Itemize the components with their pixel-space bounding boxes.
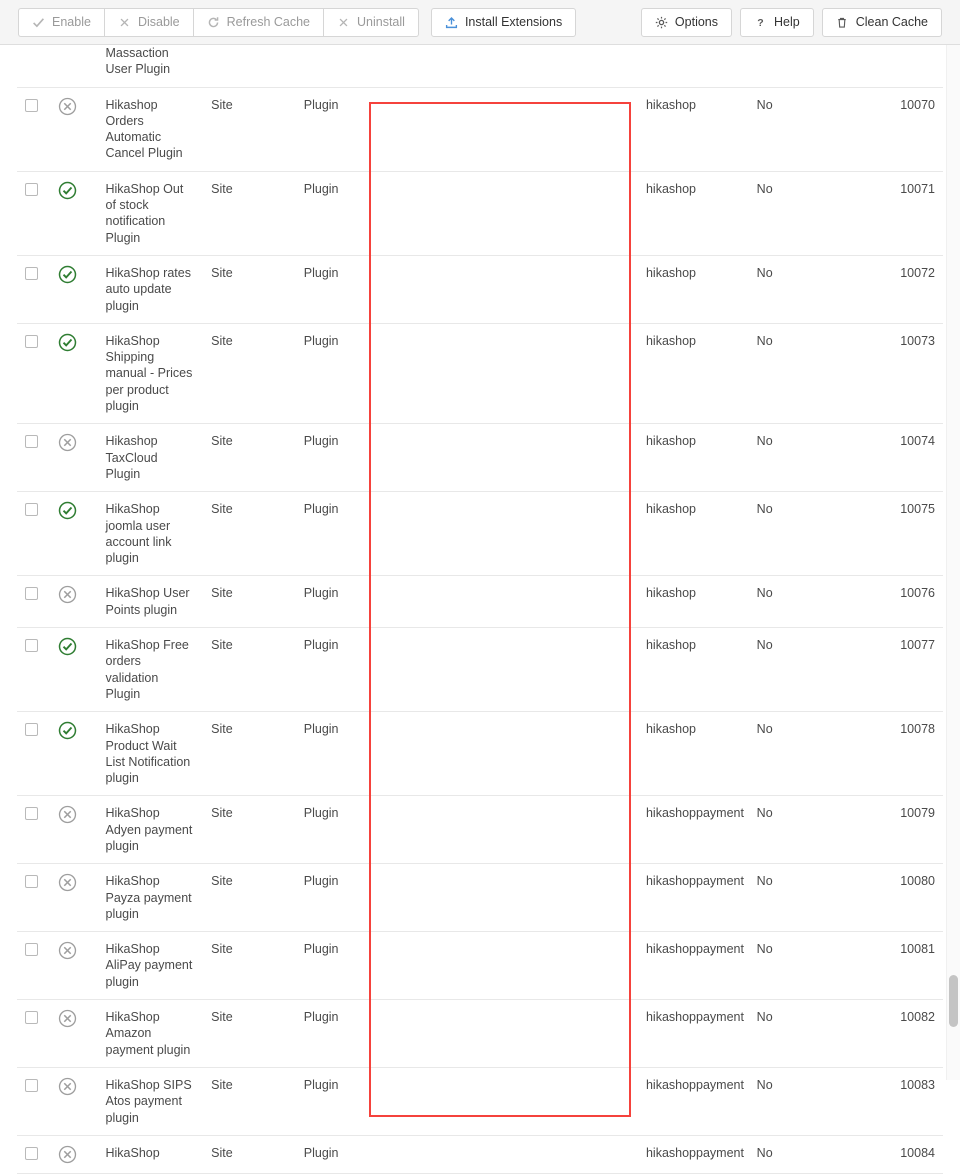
row-date-cell bbox=[504, 932, 638, 1000]
row-location-cell: Site bbox=[211, 181, 233, 196]
row-name-cell: HikaShop Out of stock notification Plugin bbox=[105, 181, 184, 245]
row-version-cell bbox=[378, 576, 504, 628]
row-status-cell[interactable] bbox=[50, 424, 97, 492]
row-type-cell: Plugin bbox=[303, 434, 339, 449]
row-status-cell[interactable] bbox=[50, 576, 97, 628]
status-disabled-icon bbox=[58, 873, 77, 892]
row-date-cell bbox=[504, 424, 638, 492]
row-access-cell: No bbox=[756, 1077, 773, 1092]
row-checkbox[interactable] bbox=[25, 183, 38, 196]
row-access-cell: No bbox=[756, 638, 773, 653]
table-row[interactable] bbox=[17, 712, 943, 796]
row-folder-cell: hikashop bbox=[645, 265, 697, 280]
row-type-cell: Plugin bbox=[303, 97, 339, 112]
status-enabled-icon bbox=[58, 265, 77, 284]
table-row[interactable] bbox=[17, 1000, 943, 1068]
gear-icon bbox=[655, 16, 668, 29]
toolbar bbox=[0, 0, 960, 45]
row-location-cell: Site bbox=[211, 942, 233, 957]
row-select-cell[interactable] bbox=[17, 864, 50, 932]
extensions-table bbox=[17, 45, 943, 1174]
refresh-icon bbox=[207, 16, 220, 29]
row-type-cell: Plugin bbox=[303, 502, 339, 517]
row-id-cell: 10076 bbox=[900, 586, 935, 601]
row-id-cell: 10073 bbox=[900, 333, 935, 348]
row-access-cell: No bbox=[756, 502, 773, 517]
row-status-cell[interactable] bbox=[50, 932, 97, 1000]
help-button-label: Help bbox=[774, 15, 800, 29]
row-type-cell: Plugin bbox=[303, 265, 339, 280]
row-checkbox[interactable] bbox=[25, 335, 38, 348]
row-folder-cell: hikashop bbox=[645, 181, 697, 196]
row-location-cell: Site bbox=[211, 638, 233, 653]
enable-button-label: Enable bbox=[52, 15, 91, 29]
row-id-cell: 10079 bbox=[900, 806, 935, 821]
row-checkbox[interactable] bbox=[25, 807, 38, 820]
options-button[interactable] bbox=[641, 8, 732, 37]
row-folder-cell: hikashoppayment bbox=[645, 1010, 744, 1025]
row-select-cell[interactable] bbox=[17, 87, 50, 171]
row-type-cell: Plugin bbox=[303, 1010, 339, 1025]
table-row[interactable] bbox=[17, 45, 943, 87]
row-folder-cell: hikashop bbox=[645, 333, 697, 348]
status-disabled-icon bbox=[58, 433, 77, 452]
row-checkbox[interactable] bbox=[25, 723, 38, 736]
install-extensions-button[interactable] bbox=[431, 8, 576, 37]
row-select-cell[interactable] bbox=[17, 424, 50, 492]
row-location-cell: Site bbox=[211, 265, 233, 280]
row-location-cell: Site bbox=[211, 1010, 233, 1025]
row-name-cell: HikaShop AliPay payment plugin bbox=[105, 942, 193, 989]
table-row[interactable] bbox=[17, 864, 943, 932]
row-date-cell bbox=[504, 864, 638, 932]
row-access-cell: No bbox=[756, 874, 773, 889]
uninstall-button[interactable] bbox=[323, 8, 419, 37]
row-status-cell[interactable] bbox=[50, 864, 97, 932]
row-version-cell bbox=[378, 712, 504, 796]
row-date-cell bbox=[504, 87, 638, 171]
enable-button[interactable] bbox=[18, 8, 104, 37]
row-id-cell bbox=[847, 45, 943, 87]
row-location-cell: Site bbox=[211, 434, 233, 449]
table-row[interactable] bbox=[17, 1067, 943, 1135]
row-location-cell: Site bbox=[211, 1077, 233, 1092]
clean-cache-button[interactable] bbox=[822, 8, 942, 37]
row-type-cell: Plugin bbox=[303, 942, 339, 957]
status-enabled-icon bbox=[58, 721, 77, 740]
row-date-cell bbox=[504, 576, 638, 628]
row-name-cell: HikaShop Payza payment plugin bbox=[105, 874, 192, 921]
row-date-cell bbox=[504, 492, 638, 576]
row-name-cell: HikaShop Shipping manual - Prices per product plugin bbox=[105, 333, 193, 414]
row-type-cell: Plugin bbox=[303, 333, 339, 348]
row-select-cell[interactable] bbox=[17, 171, 50, 255]
options-button-label: Options bbox=[674, 15, 719, 29]
row-folder-cell: hikashop bbox=[645, 502, 697, 517]
row-status-cell[interactable] bbox=[50, 628, 97, 712]
vertical-scrollbar-track[interactable] bbox=[946, 45, 960, 1080]
status-enabled-icon bbox=[58, 181, 77, 200]
table-row[interactable] bbox=[17, 628, 943, 712]
row-checkbox[interactable] bbox=[25, 99, 38, 112]
row-version-cell bbox=[378, 1067, 504, 1135]
row-name-cell: HikaShop User Points plugin bbox=[105, 586, 190, 617]
row-status-cell[interactable] bbox=[50, 1067, 97, 1135]
row-folder-cell: hikashop bbox=[645, 97, 697, 112]
row-checkbox[interactable] bbox=[25, 435, 38, 448]
extensions-table-container bbox=[0, 45, 960, 1160]
row-status-cell[interactable] bbox=[50, 492, 97, 576]
row-date-cell bbox=[504, 1000, 638, 1068]
extensions-table-body bbox=[17, 45, 943, 1173]
status-disabled-icon bbox=[58, 97, 77, 116]
row-type-cell: Plugin bbox=[303, 1077, 339, 1092]
row-status-cell[interactable] bbox=[50, 45, 97, 87]
row-select-cell[interactable] bbox=[17, 1067, 50, 1135]
trash-icon bbox=[836, 16, 849, 29]
status-disabled-icon bbox=[58, 585, 77, 604]
row-checkbox[interactable] bbox=[25, 943, 38, 956]
row-status-cell[interactable] bbox=[50, 712, 97, 796]
table-row[interactable] bbox=[17, 492, 943, 576]
row-id-cell: 10070 bbox=[900, 97, 935, 112]
row-access-cell: No bbox=[756, 942, 773, 957]
row-type-cell: Plugin bbox=[303, 181, 339, 196]
row-folder-cell: hikashop bbox=[645, 722, 697, 737]
disable-button-label: Disable bbox=[137, 15, 180, 29]
row-folder-cell: hikashoppayment bbox=[645, 806, 744, 821]
row-status-cell[interactable] bbox=[50, 87, 97, 171]
row-name-cell: Massaction User Plugin bbox=[105, 46, 171, 77]
svg-text:?: ? bbox=[757, 16, 764, 29]
table-row[interactable] bbox=[17, 1135, 943, 1173]
row-type-cell: Plugin bbox=[303, 638, 339, 653]
row-name-cell: HikaShop Amazon payment plugin bbox=[105, 1010, 191, 1057]
status-disabled-icon bbox=[58, 1145, 77, 1164]
row-date-cell bbox=[504, 323, 638, 423]
row-id-cell: 10080 bbox=[900, 874, 935, 889]
row-checkbox[interactable] bbox=[25, 639, 38, 652]
row-select-cell[interactable] bbox=[17, 45, 50, 87]
row-type-cell: Plugin bbox=[303, 874, 339, 889]
row-select-cell[interactable] bbox=[17, 712, 50, 796]
row-location-cell: Site bbox=[211, 586, 233, 601]
question-icon bbox=[754, 16, 767, 29]
status-disabled-icon bbox=[58, 1077, 77, 1096]
row-folder-cell: hikashoppayment bbox=[645, 1145, 744, 1160]
row-version-cell bbox=[378, 628, 504, 712]
row-name-cell: HikaShop SIPS Atos payment plugin bbox=[105, 1077, 192, 1125]
row-version-cell bbox=[378, 1135, 504, 1173]
row-folder-cell: hikashop bbox=[645, 586, 697, 601]
row-id-cell: 10074 bbox=[900, 434, 935, 449]
row-version-cell bbox=[378, 424, 504, 492]
row-checkbox[interactable] bbox=[25, 587, 38, 600]
row-folder-cell: hikashoppayment bbox=[645, 874, 744, 889]
row-access-cell: No bbox=[756, 333, 773, 348]
row-date-cell bbox=[504, 796, 638, 864]
row-type-cell: Plugin bbox=[303, 586, 339, 601]
table-row[interactable] bbox=[17, 87, 943, 171]
row-id-cell: 10084 bbox=[900, 1145, 935, 1160]
row-name-cell: HikaShop joomla user account link plugin bbox=[105, 502, 172, 566]
row-date-cell bbox=[504, 171, 638, 255]
close-icon bbox=[118, 16, 131, 29]
row-date-cell bbox=[504, 45, 638, 87]
row-version-cell bbox=[378, 492, 504, 576]
install-extensions-button-label: Install Extensions bbox=[464, 15, 563, 29]
row-id-cell: 10071 bbox=[900, 181, 935, 196]
row-version-cell bbox=[378, 171, 504, 255]
row-name-cell: HikaShop Free orders validation Plugin bbox=[105, 638, 189, 701]
row-location-cell: Site bbox=[211, 722, 233, 737]
row-checkbox[interactable] bbox=[25, 1147, 38, 1160]
row-version-cell bbox=[378, 864, 504, 932]
row-folder-cell: hikashoppayment bbox=[645, 942, 744, 957]
row-select-cell[interactable] bbox=[17, 1135, 50, 1173]
row-name-cell: HikaShop Product Wait List Notification plugin bbox=[105, 722, 191, 786]
table-row[interactable] bbox=[17, 932, 943, 1000]
row-name-cell: Hikashop Orders Automatic Cancel Plugin bbox=[105, 97, 183, 161]
row-id-cell: 10075 bbox=[900, 502, 935, 517]
row-access-cell: No bbox=[756, 434, 773, 449]
toolbar-right-group bbox=[641, 8, 942, 37]
row-access-cell: No bbox=[756, 1145, 773, 1160]
row-date-cell bbox=[504, 255, 638, 323]
row-checkbox[interactable] bbox=[25, 875, 38, 888]
refresh-cache-button[interactable] bbox=[193, 8, 323, 37]
row-folder-cell: hikashop bbox=[645, 434, 697, 449]
row-version-cell bbox=[378, 796, 504, 864]
row-location-cell: Site bbox=[211, 806, 233, 821]
disable-button[interactable] bbox=[104, 8, 193, 37]
row-version-cell bbox=[378, 87, 504, 171]
row-id-cell: 10078 bbox=[900, 722, 935, 737]
status-disabled-icon bbox=[58, 941, 77, 960]
row-access-cell: No bbox=[756, 806, 773, 821]
row-location-cell: Site bbox=[211, 333, 233, 348]
row-status-cell[interactable] bbox=[50, 323, 97, 423]
upload-icon bbox=[445, 16, 458, 29]
row-version-cell bbox=[378, 932, 504, 1000]
row-version-cell bbox=[378, 45, 504, 87]
row-name-cell: Hikashop TaxCloud Plugin bbox=[105, 434, 158, 481]
row-location-cell bbox=[203, 45, 296, 87]
row-status-cell[interactable] bbox=[50, 1000, 97, 1068]
check-icon bbox=[32, 16, 45, 29]
row-select-cell[interactable] bbox=[17, 932, 50, 1000]
row-access-cell: No bbox=[756, 722, 773, 737]
row-name-cell: HikaShop bbox=[105, 1145, 160, 1160]
row-select-cell[interactable] bbox=[17, 323, 50, 423]
row-id-cell: 10081 bbox=[900, 942, 935, 957]
table-row[interactable] bbox=[17, 323, 943, 423]
refresh-cache-button-label: Refresh Cache bbox=[226, 15, 310, 29]
row-access-cell: No bbox=[756, 1010, 773, 1025]
close-icon bbox=[337, 16, 350, 29]
row-access-cell bbox=[749, 45, 848, 87]
row-status-cell[interactable] bbox=[50, 796, 97, 864]
row-access-cell: No bbox=[756, 586, 773, 601]
row-access-cell: No bbox=[756, 97, 773, 112]
row-folder-cell: hikashop bbox=[645, 638, 697, 653]
status-enabled-icon bbox=[58, 637, 77, 656]
table-row[interactable] bbox=[17, 576, 943, 628]
row-type-cell: Plugin bbox=[303, 1145, 339, 1160]
row-location-cell: Site bbox=[211, 1145, 233, 1160]
row-select-cell[interactable] bbox=[17, 492, 50, 576]
row-version-cell bbox=[378, 1000, 504, 1068]
row-folder-cell: hikashoppayment bbox=[645, 1077, 744, 1092]
row-checkbox[interactable] bbox=[25, 267, 38, 280]
table-row[interactable] bbox=[17, 424, 943, 492]
row-id-cell: 10082 bbox=[900, 1010, 935, 1025]
table-row[interactable] bbox=[17, 796, 943, 864]
row-date-cell bbox=[504, 712, 638, 796]
row-date-cell bbox=[504, 628, 638, 712]
row-id-cell: 10077 bbox=[900, 638, 935, 653]
row-id-cell: 10072 bbox=[900, 265, 935, 280]
row-version-cell bbox=[378, 255, 504, 323]
row-select-cell[interactable] bbox=[17, 255, 50, 323]
table-row[interactable] bbox=[17, 255, 943, 323]
row-date-cell bbox=[504, 1135, 638, 1173]
row-checkbox[interactable] bbox=[25, 503, 38, 516]
row-folder-cell bbox=[638, 45, 749, 87]
row-location-cell: Site bbox=[211, 97, 233, 112]
help-button[interactable] bbox=[740, 8, 814, 37]
row-type-cell bbox=[296, 45, 379, 87]
row-date-cell bbox=[504, 1067, 638, 1135]
row-status-cell[interactable] bbox=[50, 255, 97, 323]
row-access-cell: No bbox=[756, 265, 773, 280]
vertical-scrollbar-thumb[interactable] bbox=[949, 975, 958, 1027]
row-access-cell: No bbox=[756, 181, 773, 196]
row-name-cell: HikaShop Adyen payment plugin bbox=[105, 806, 193, 853]
status-enabled-icon bbox=[58, 501, 77, 520]
row-select-cell[interactable] bbox=[17, 796, 50, 864]
row-select-cell[interactable] bbox=[17, 1000, 50, 1068]
row-type-cell: Plugin bbox=[303, 806, 339, 821]
row-location-cell: Site bbox=[211, 874, 233, 889]
uninstall-button-label: Uninstall bbox=[357, 15, 405, 29]
row-version-cell bbox=[378, 323, 504, 423]
row-checkbox[interactable] bbox=[25, 1079, 38, 1092]
status-disabled-icon bbox=[58, 805, 77, 824]
row-status-cell[interactable] bbox=[50, 171, 97, 255]
table-row[interactable] bbox=[17, 171, 943, 255]
row-select-cell[interactable] bbox=[17, 576, 50, 628]
row-name-cell: HikaShop rates auto update plugin bbox=[105, 265, 191, 313]
row-checkbox[interactable] bbox=[25, 1011, 38, 1024]
toolbar-left-group bbox=[18, 8, 576, 37]
row-id-cell: 10083 bbox=[900, 1077, 935, 1092]
row-status-cell[interactable] bbox=[50, 1135, 97, 1173]
row-type-cell: Plugin bbox=[303, 722, 339, 737]
row-select-cell[interactable] bbox=[17, 628, 50, 712]
status-enabled-icon bbox=[58, 333, 77, 352]
clean-cache-button-label: Clean Cache bbox=[855, 15, 928, 29]
row-location-cell: Site bbox=[211, 502, 233, 517]
status-disabled-icon bbox=[58, 1009, 77, 1028]
